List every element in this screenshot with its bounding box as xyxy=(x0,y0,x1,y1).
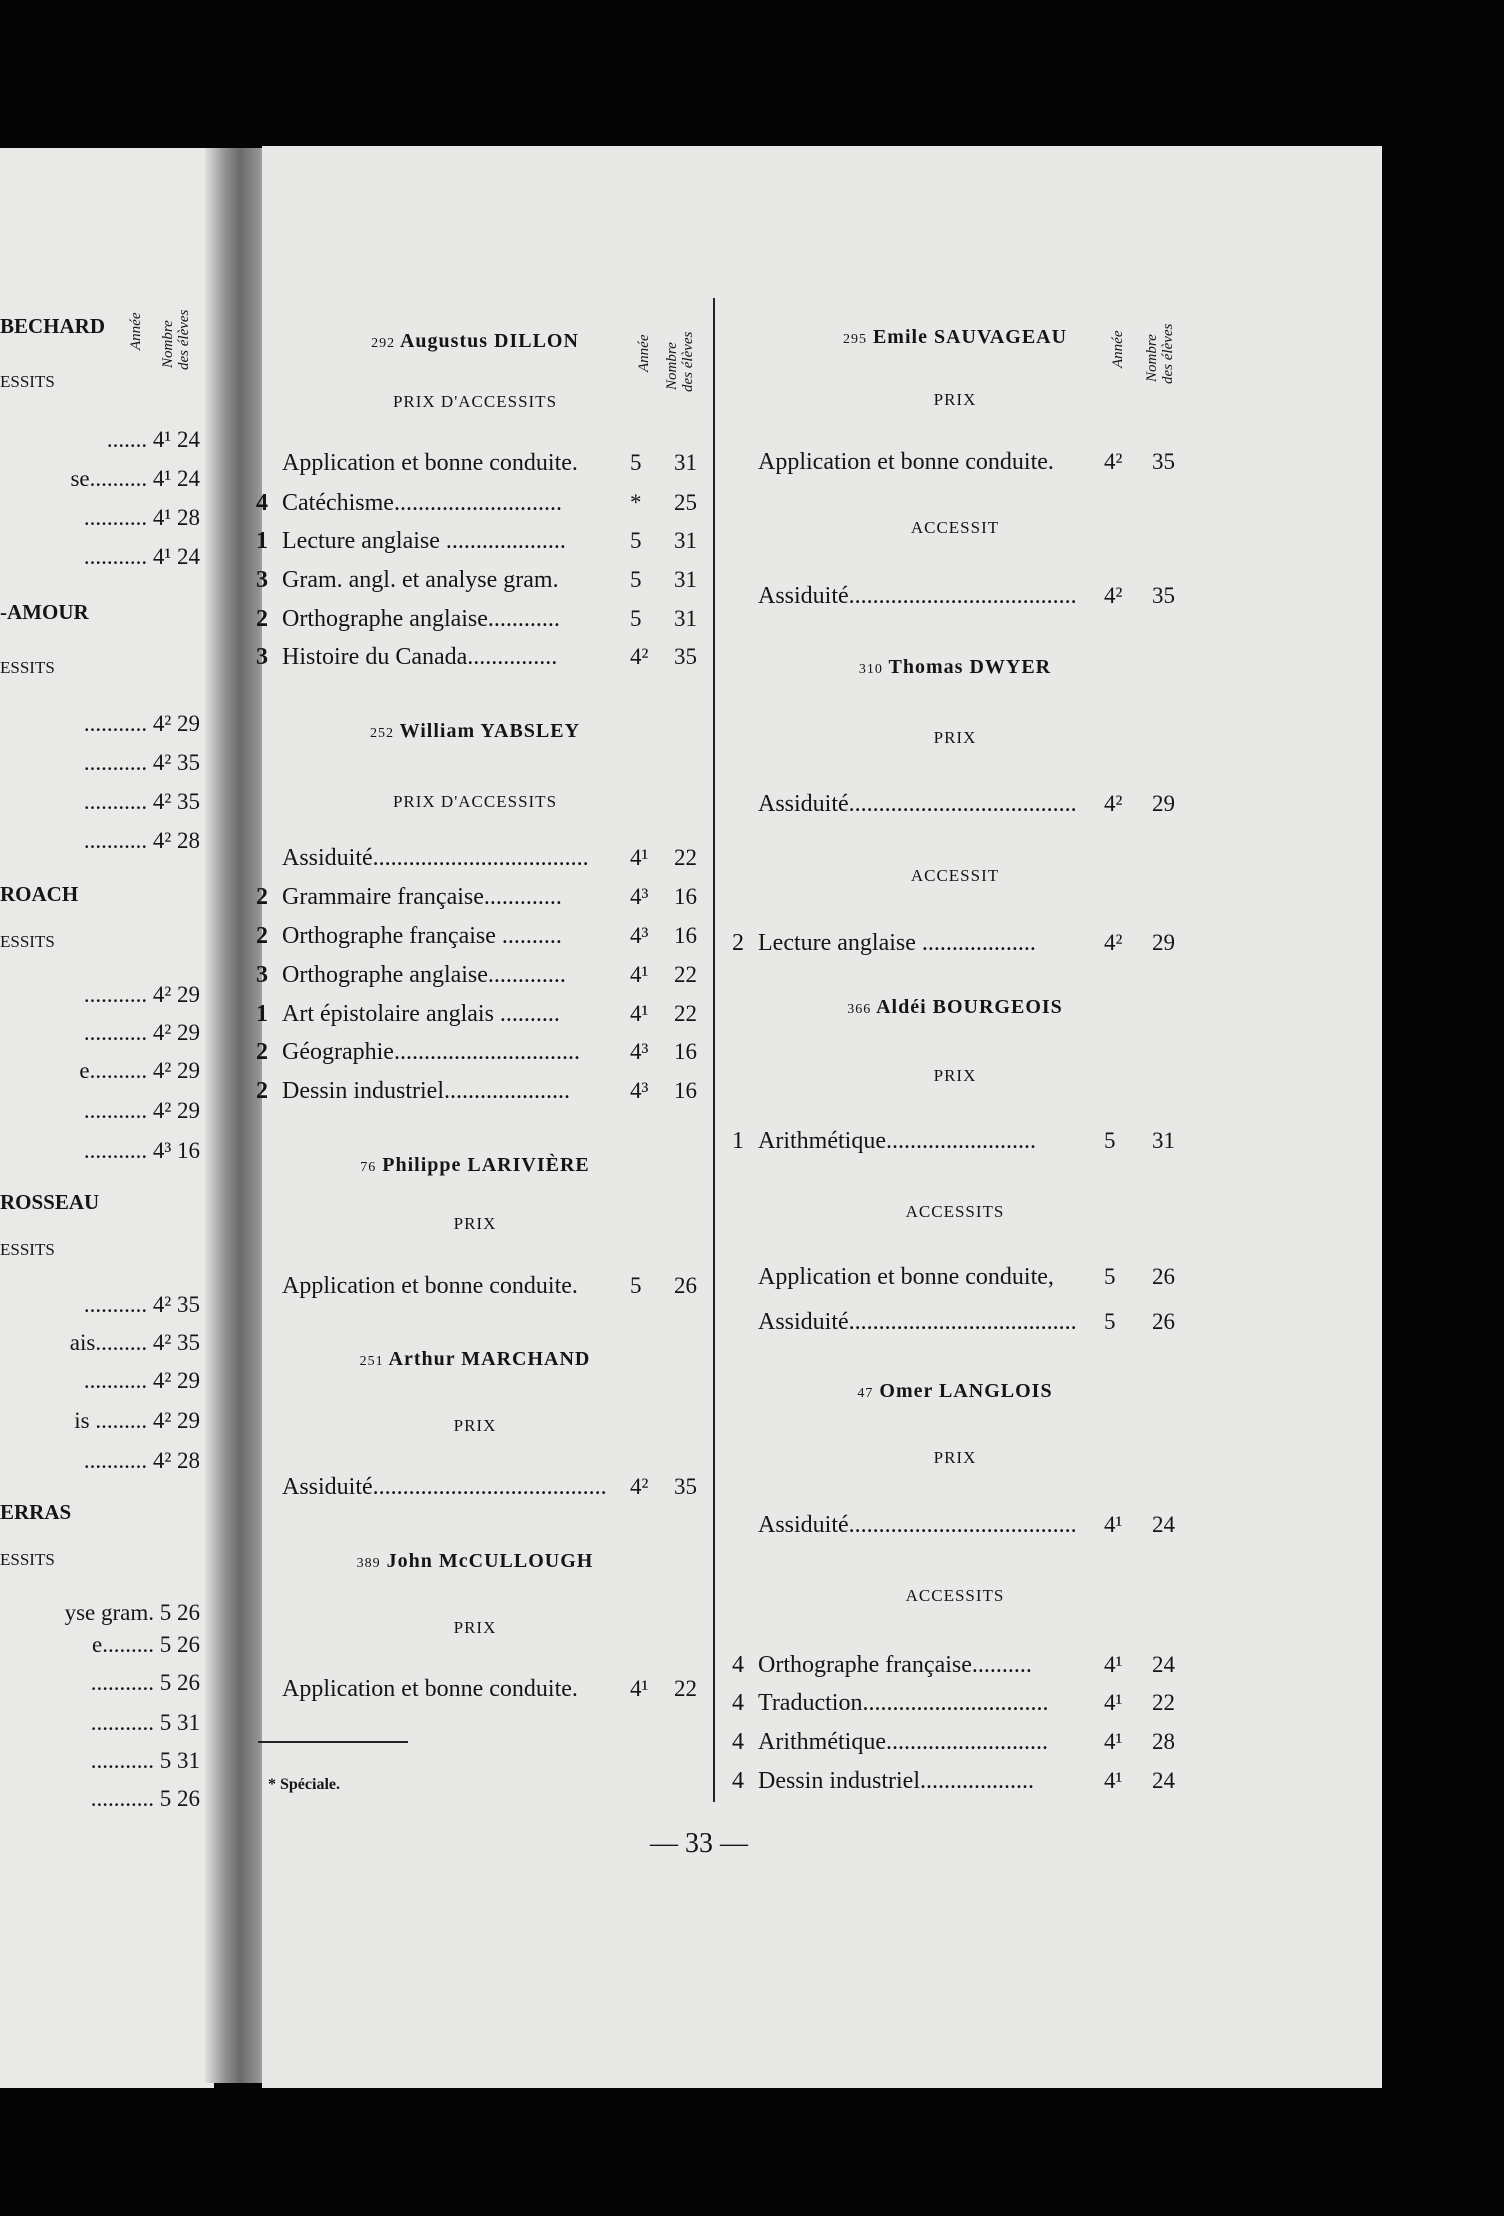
student-name: Arthur MARCHAND xyxy=(388,1348,591,1370)
left-page-line: ........... 4³ 16 xyxy=(83,1138,200,1163)
student-name-header xyxy=(785,326,1125,349)
rank-number: 1 xyxy=(256,1001,268,1027)
prize-heading: ACCESSIT xyxy=(910,518,1000,537)
column-divider xyxy=(713,298,715,1802)
prize-heading: ACCESSIT xyxy=(910,866,1000,885)
student-count: 35 xyxy=(674,1474,697,1499)
year-value: 4¹ xyxy=(630,962,649,987)
student-number: 366 xyxy=(847,1002,872,1017)
student-number: 76 xyxy=(360,1160,377,1175)
subject-label: Arithmétique........................... xyxy=(758,1729,1048,1755)
student-name-header xyxy=(305,1550,645,1573)
left-page-line: ESSITS xyxy=(0,932,55,951)
subject-label: Assiduité....................................... xyxy=(282,1474,607,1500)
year-value: 5 xyxy=(630,1273,642,1298)
year-value: 4¹ xyxy=(1104,1512,1123,1537)
prize-heading: PRIX xyxy=(453,1618,497,1637)
subject-label: Orthographe anglaise............. xyxy=(282,962,566,988)
year-value: 4³ xyxy=(630,1039,649,1064)
student-count: 16 xyxy=(674,884,697,909)
student-name: Augustus DILLON xyxy=(399,330,579,352)
student-number: 292 xyxy=(371,336,396,351)
student-name-header xyxy=(785,1380,1125,1403)
left-page-line: ........... 4² 29 xyxy=(83,982,200,1007)
left-page-line: ....... 4¹ 24 xyxy=(106,427,200,452)
subject-label: Histoire du Canada............... xyxy=(282,644,558,670)
subject-label: Géographie............................... xyxy=(282,1039,580,1065)
year-value: 5 xyxy=(1104,1128,1116,1153)
left-page-line: ........... 4² 28 xyxy=(83,828,200,853)
year-value: 4² xyxy=(1104,583,1123,608)
student-count: 26 xyxy=(1152,1264,1175,1289)
rank-number: 3 xyxy=(256,644,268,670)
left-page-line: ........... 4¹ 28 xyxy=(83,505,200,530)
rank-number: 1 xyxy=(732,1128,744,1154)
year-value: 4¹ xyxy=(1104,1690,1123,1715)
count-header-col1-2: des élèves xyxy=(680,331,696,392)
left-page-line: ........... 5 26 xyxy=(90,1670,200,1695)
subject-label: Art épistolaire anglais .......... xyxy=(282,1001,560,1027)
student-name: Emile SAUVAGEAU xyxy=(872,326,1068,348)
year-header-col1: Année xyxy=(636,334,652,372)
student-name-header xyxy=(305,330,645,353)
student-count: 16 xyxy=(674,923,697,948)
year-value: 5 xyxy=(1104,1309,1116,1334)
subject-label: Arithmétique......................... xyxy=(758,1128,1036,1154)
rank-number: 3 xyxy=(256,567,268,593)
student-count: 16 xyxy=(674,1078,697,1103)
subject-label: Grammaire française............. xyxy=(282,884,562,910)
year-value: 5 xyxy=(630,606,642,631)
subject-label: Traduction............................... xyxy=(758,1690,1049,1716)
left-page-line: e.......... 4² 29 xyxy=(79,1058,200,1083)
student-count: 28 xyxy=(1152,1729,1175,1754)
prize-heading: PRIX xyxy=(933,390,977,409)
page xyxy=(262,146,1382,2088)
left-page-line: -AMOUR xyxy=(0,600,89,624)
left-page-line: ........... 5 26 xyxy=(90,1786,200,1811)
student-number: 389 xyxy=(356,1556,381,1571)
subject-label: Dessin industriel................... xyxy=(758,1768,1034,1794)
left-page-line: yse gram. 5 26 xyxy=(64,1600,200,1625)
student-count: 26 xyxy=(674,1273,697,1298)
left-page-line: ERRAS xyxy=(0,1500,72,1524)
student-count: 22 xyxy=(674,1001,697,1026)
year-value: 4² xyxy=(630,644,649,669)
student-name-header xyxy=(305,1154,645,1177)
student-name: Omer LANGLOIS xyxy=(879,1380,1053,1402)
subject-label: Assiduité.................................... xyxy=(282,845,589,871)
page-number: — 33 — xyxy=(650,1828,748,1859)
year-value: 5 xyxy=(630,450,642,475)
student-name: Aldéi BOURGEOIS xyxy=(876,996,1063,1018)
student-count: 31 xyxy=(674,606,697,631)
subject-label: Assiduité...................................... xyxy=(758,583,1077,609)
student-number: 252 xyxy=(369,726,394,741)
subject-label: Application et bonne conduite. xyxy=(282,450,578,476)
subject-label: Application et bonne conduite. xyxy=(758,449,1054,475)
count-header-col2-1: Nombre xyxy=(1144,334,1160,382)
left-page-line: ESSITS xyxy=(0,1550,55,1569)
left-page-line: ESSITS xyxy=(0,372,55,391)
year-value: 5 xyxy=(630,528,642,553)
left-year-header: Année xyxy=(128,312,144,350)
left-page-line: ........... 4¹ 24 xyxy=(83,544,200,569)
student-name: Philippe LARIVIÈRE xyxy=(382,1154,590,1176)
rank-number: 4 xyxy=(732,1729,744,1755)
left-page-line: ROACH xyxy=(0,882,79,906)
prize-heading: PRIX D'ACCESSITS xyxy=(392,792,558,811)
year-value: 4¹ xyxy=(630,845,649,870)
student-name: William YABSLEY xyxy=(399,720,581,742)
year-value: 4¹ xyxy=(630,1676,649,1701)
subject-label: Assiduité...................................... xyxy=(758,791,1077,817)
prize-heading: ACCESSITS xyxy=(905,1202,1005,1221)
rank-number: 2 xyxy=(256,1078,268,1104)
rank-number: 2 xyxy=(256,1039,268,1065)
rank-number: 2 xyxy=(256,606,268,632)
left-count-header-1: Nombre xyxy=(160,320,176,368)
student-count: 26 xyxy=(1152,1309,1175,1334)
left-page-line: ........... 4² 35 xyxy=(83,789,200,814)
year-value: * xyxy=(630,490,642,515)
student-count: 22 xyxy=(674,1676,697,1701)
prize-heading: PRIX xyxy=(933,1066,977,1085)
subject-label: Orthographe anglaise............ xyxy=(282,606,560,632)
left-page-line: ROSSEAU xyxy=(0,1190,100,1214)
year-value: 4³ xyxy=(630,1078,649,1103)
left-page-line: ais......... 4² 35 xyxy=(69,1330,200,1355)
left-page-line: ........... 4² 29 xyxy=(83,711,200,736)
subject-label: Orthographe française.......... xyxy=(758,1652,1032,1678)
year-value: 4² xyxy=(1104,449,1123,474)
year-value: 5 xyxy=(1104,1264,1116,1289)
student-name-header xyxy=(305,720,645,743)
student-count: 22 xyxy=(674,962,697,987)
year-value: 4² xyxy=(630,1474,649,1499)
prize-heading: PRIX D'ACCESSITS xyxy=(392,392,558,411)
year-header-col2: Année xyxy=(1110,330,1126,368)
left-page-line: ........... 4² 35 xyxy=(83,750,200,775)
rank-number: 4 xyxy=(256,490,268,516)
student-count: 35 xyxy=(674,644,697,669)
student-count: 22 xyxy=(674,845,697,870)
left-page-line: BECHARD xyxy=(0,314,106,338)
rank-number: 2 xyxy=(732,930,744,956)
student-count: 16 xyxy=(674,1039,697,1064)
year-value: 4³ xyxy=(630,923,649,948)
rank-number: 2 xyxy=(256,884,268,910)
year-value: 4³ xyxy=(630,884,649,909)
subject-label: Application et bonne conduite, xyxy=(758,1264,1054,1290)
count-header-col1-1: Nombre xyxy=(664,342,680,390)
left-page-line: e......... 5 26 xyxy=(92,1632,200,1657)
left-page-line: ........... 4² 28 xyxy=(83,1448,200,1473)
left-page-line: se.......... 4¹ 24 xyxy=(70,466,200,491)
prize-heading: ACCESSITS xyxy=(905,1586,1005,1605)
subject-label: Lecture anglaise ................... xyxy=(758,930,1036,956)
rank-number: 2 xyxy=(256,923,268,949)
subject-label: Dessin industriel..................... xyxy=(282,1078,570,1104)
year-value: 4² xyxy=(1104,930,1123,955)
left-page-line: ........... 5 31 xyxy=(90,1748,200,1773)
left-page-line: ........... 4² 29 xyxy=(83,1368,200,1393)
rank-number: 4 xyxy=(732,1690,744,1716)
student-count: 29 xyxy=(1152,791,1175,816)
student-number: 310 xyxy=(858,662,883,677)
year-value: 5 xyxy=(630,567,642,592)
student-count: 31 xyxy=(1152,1128,1175,1153)
subject-label: Application et bonne conduite. xyxy=(282,1676,578,1702)
left-page-line: is ......... 4² 29 xyxy=(74,1408,200,1433)
student-count: 31 xyxy=(674,450,697,475)
student-count: 29 xyxy=(1152,930,1175,955)
student-name: John McCULLOUGH xyxy=(386,1550,594,1572)
student-name-header xyxy=(785,996,1125,1019)
prize-heading: PRIX xyxy=(933,1448,977,1467)
prize-heading: PRIX xyxy=(453,1416,497,1435)
prize-heading: PRIX xyxy=(453,1214,497,1233)
year-value: 4¹ xyxy=(1104,1652,1123,1677)
left-page-line: ESSITS xyxy=(0,658,55,677)
student-count: 24 xyxy=(1152,1512,1175,1537)
year-value: 4¹ xyxy=(1104,1729,1123,1754)
student-name-header xyxy=(305,1348,645,1371)
left-count-header-2: des élèves xyxy=(176,309,192,370)
student-count: 24 xyxy=(1152,1652,1175,1677)
student-count: 31 xyxy=(674,567,697,592)
footnote-rule xyxy=(258,1741,408,1743)
student-count: 35 xyxy=(1152,583,1175,608)
student-name-header xyxy=(785,656,1125,679)
subject-label: Application et bonne conduite. xyxy=(282,1273,578,1299)
subject-label: Assiduité...................................... xyxy=(758,1512,1077,1538)
subject-label: Lecture anglaise .................... xyxy=(282,528,566,554)
left-page-line: ........... 4² 35 xyxy=(83,1292,200,1317)
rank-number: 4 xyxy=(732,1652,744,1678)
student-number: 295 xyxy=(842,332,867,347)
left-page-line: ........... 5 31 xyxy=(90,1710,200,1735)
year-value: 4² xyxy=(1104,791,1123,816)
student-count: 35 xyxy=(1152,449,1175,474)
student-name: Thomas DWYER xyxy=(888,656,1052,678)
year-value: 4¹ xyxy=(1104,1768,1123,1793)
left-page-line: ESSITS xyxy=(0,1240,55,1259)
student-number: 251 xyxy=(359,1354,384,1369)
left-page-line: ........... 4² 29 xyxy=(83,1020,200,1045)
student-count: 22 xyxy=(1152,1690,1175,1715)
footnote: * Spéciale. xyxy=(268,1776,340,1793)
rank-number: 3 xyxy=(256,962,268,988)
subject-label: Orthographe française .......... xyxy=(282,923,562,949)
subject-label: Assiduité...................................... xyxy=(758,1309,1077,1335)
student-number: 47 xyxy=(857,1386,874,1401)
student-count: 25 xyxy=(674,490,697,515)
left-page-line: ........... 4² 29 xyxy=(83,1098,200,1123)
subject-label: Gram. angl. et analyse gram. xyxy=(282,567,559,593)
student-count: 31 xyxy=(674,528,697,553)
year-value: 4¹ xyxy=(630,1001,649,1026)
rank-number: 1 xyxy=(256,528,268,554)
prize-heading: PRIX xyxy=(933,728,977,747)
student-count: 24 xyxy=(1152,1768,1175,1793)
count-header-col2-2: des élèves xyxy=(1160,323,1176,384)
rank-number: 4 xyxy=(732,1768,744,1794)
subject-label: Catéchisme............................ xyxy=(282,490,562,516)
